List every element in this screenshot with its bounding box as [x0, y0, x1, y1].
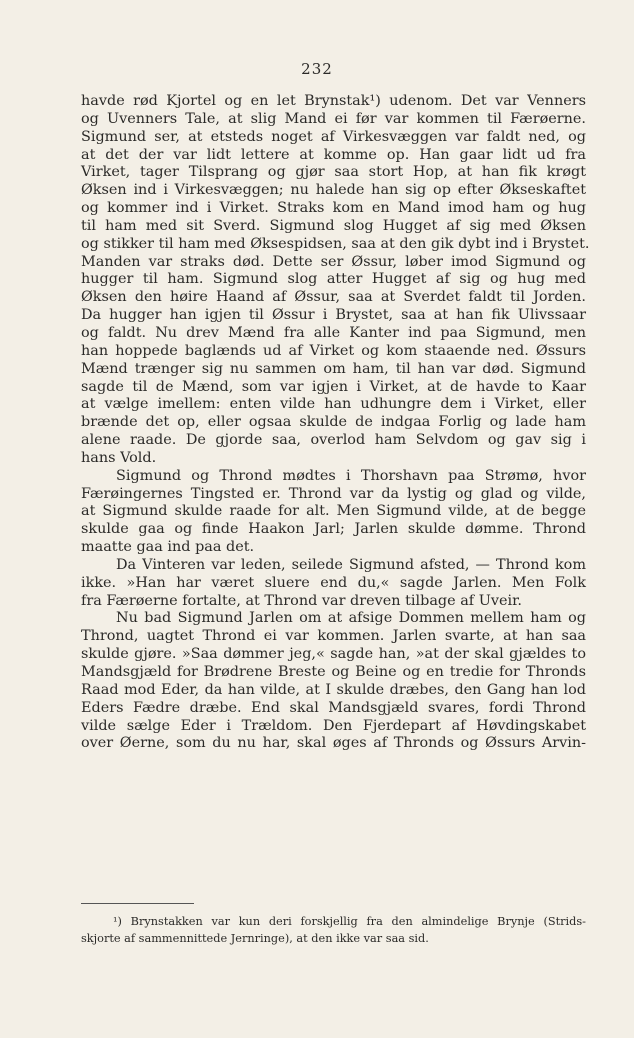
text-line: skulde gjøre. »Saa dømmer jeg,« sagde han, »at der skal gjældes to — [81, 646, 586, 663]
text-line: Raad mod Eder, da han vilde, at I skulde dræbes, den Gang han lod — [81, 681, 586, 698]
text-line: maatte gaa ind paa det. — [81, 539, 255, 556]
text-line: og kommer ind i Virket. Straks kom en Mand imod ham og hug — [81, 200, 586, 217]
text-line: Øksen ind i Virkesvæggen; nu halede han sig op efter Økseskaftet — [81, 182, 586, 199]
text-line: havde rød Kjortel og en let Brynstak¹) udenom. Det var Venners — [81, 93, 586, 109]
page-number: 232 — [301, 60, 333, 78]
text-line: vilde sælge Eder i Trældom. Den Fjerdepart af Høvdingskabet — [81, 717, 586, 734]
text-line: til ham med sit Sverd. Sigmund slog Hugget af sig med Øksen — [81, 217, 586, 234]
text-line: brænde det op, eller ogsaa skulde de indgaa Forlig og lade ham — [81, 414, 586, 431]
text-line: at vælge imellem: enten vilde han udhungre dem i Virket, eller — [81, 396, 586, 413]
footnote-line: ¹) Brynstakken var kun deri forskjellig fra den almindelige Brynje (Strids- — [113, 915, 586, 928]
text-line: og Uvenners Tale, at slig Mand ei før var kommen til Færøerne. — [81, 110, 586, 127]
text-line: han hoppede baglænds ud af Virket og kom staaende ned. Øssurs — [81, 342, 586, 359]
text-line: og stikker til ham med Øksespidsen, saa at den gik dybt ind i Brystet. — [81, 235, 590, 252]
text-line: fra Færøerne fortalte, at Thrond var dreven tilbage af Uveir. — [81, 592, 522, 609]
text-line: Da hugger han igjen til Øssur i Brystet, saa at han fik Ulivssaar — [81, 307, 586, 324]
text-line: Sigmund og Thrond mødtes i Thorshavn paa Strømø, hvor — [116, 467, 586, 484]
text-line: at Sigmund skulde raade for alt. Men Sigmund vilde, at de begge — [81, 503, 586, 520]
text-line: hans Vold. — [81, 449, 157, 466]
text-line: Nu bad Sigmund Jarlen om at afsige Dommen mellem ham og — [116, 610, 586, 627]
body-text — [81, 93, 590, 753]
text-line: og faldt. Nu drev Mænd fra alle Kanter ind paa Sigmund, men — [81, 324, 586, 341]
footnote-line: skjorte af sammennittede Jernringe), at den ikke var saa sid. — [81, 932, 429, 945]
text-line: Manden var straks død. Dette ser Øssur, løber imod Sigmund og — [81, 253, 586, 270]
text-line: Da Vinteren var leden, seilede Sigmund afsted, — Thrond kom — [116, 556, 586, 573]
text-line: Øksen den høire Haand af Øssur, saa at Sverdet faldt til Jorden. — [81, 289, 586, 306]
text-line: hugger til ham. Sigmund slog atter Hugget af sig og hug med — [81, 271, 586, 288]
text-line: Færøingernes Tingsted er. Thrond var da lystig og glad og vilde, — [81, 485, 586, 502]
text-line: Mænd trænger sig nu sammen om ham, til han var død. Sigmund — [81, 360, 586, 377]
text-line: skulde gaa og finde Haakon Jarl; Jarlen skulde dømme. Thrond — [81, 521, 586, 538]
text-line: Sigmund ser, at etsteds noget af Virkesvæggen var faldt ned, og — [81, 128, 586, 145]
text-line: Thrond, uagtet Thrond ei var kommen. Jarlen svarte, at han saa — [81, 628, 586, 645]
text-line: sagde til de Mænd, som var igjen i Virket, at de havde to Kaar — [81, 378, 586, 395]
footnote — [81, 913, 586, 947]
text-line: Mandsgjæld for Brødrene Breste og Beine og en tredie for Thronds — [81, 664, 586, 680]
text-line: alene raade. De gjorde saa, overlod ham Selvdom og gav sig i — [81, 432, 586, 449]
text-line: ikke. »Han har været sluere end du,« sagde Jarlen. Men Folk — [81, 574, 586, 591]
text-line: Eders Fædre dræbe. End skal Mandsgjæld svares, fordi Thrond — [81, 699, 586, 716]
text-line: at det der var lidt lettere at komme op. Han gaar lidt ud fra — [81, 146, 586, 163]
text-line: Virket, tager Tilsprang og gjør saa stort Hop, at han fik krøgt — [81, 164, 586, 181]
footnote-divider — [81, 903, 194, 904]
text-line: over Øerne, som du nu har, skal øges af Thronds og Øssurs Arvin- — [81, 735, 586, 752]
